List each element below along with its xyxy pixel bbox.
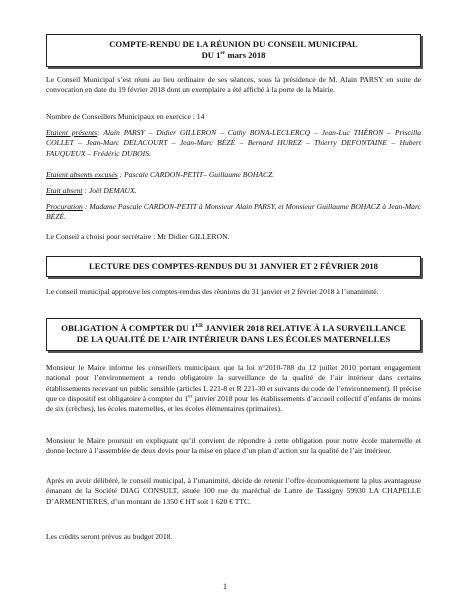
- section-title-line2: DE LA QUALITÉ DE L’AIR INTÉRIEUR DANS LES ÉCOLES MATERNELLES: [76, 334, 391, 344]
- intro-paragraph: Le Conseil Municipal s’est réuni au lieu ordinaire de ses séances, sous la présidence de M. Alain PARSY en suite de convocation en date du 19 février 2018 dont un exemplaire a été affiché à la porte de la Mairie.: [46, 75, 421, 95]
- meeting-date: DU 1er mars 2018: [201, 50, 266, 60]
- secretary-line: Le Conseil a choisi pour secrétaire : Mr Didier GILLERON.: [46, 232, 230, 241]
- present-list: Etaient présents: Alain PARSY – Didier GILLERON – Cathy BONA-LECLERCQ – Jean-Luc THÉRON – Priscilla COLLET – Jean-Marc DELACOURT – Jean-Marc BÉZÉ – Bernard HUREZ – Thierry DEFONTAINE – Hubert FAUQUEUX – Frédéric DUBOIS.: [46, 128, 421, 158]
- title-box: [46, 34, 421, 67]
- page-title: COMPTE-RENDU DE LA RÉUNION DU CONSEIL MUNICIPAL: [109, 39, 358, 49]
- section-paragraph: Après en avoir délibéré, le conseil municipal, à l’unanimité, décide de retenir l’offre économiquement la plus avantageuse émanant de la Société DIAG CONSULT, située 100 rue du maréchal de Lattre de Tassigny 59930 LA CHAPELLE D’ARMENTIERES, d’un montant de 1350 € HT soit 1 620 € TTC.: [46, 476, 421, 506]
- absent-list: Etait absent : Joël DEMAUX.: [46, 186, 137, 195]
- section-title-box: [46, 318, 421, 351]
- section-paragraph: Monsieur le Maire informe les conseillers municipaux que la loi n°2010-788 du 12 juillet 2010 portant engagement national pour l’environnement a rendu obligatoire la surveillance de la qualité de l’air intérieur dans certains établissements recevant un public sensible (articles L 221-8 et R 221-30 et suivants du code de l’environnement). Il précise que ce dispositif est obligatoire à compter du 1er janvier 2018 pour les établissements d’accueil collectif d’enfants de moins de six (crèches), les écoles maternelles, et les écoles élémentaires (primaires).: [46, 363, 422, 414]
- proxy-list: Procuration : Madame Pascale CARDON-PETIT à Monsieur Alain PARSY, et Monsieur Guillaume BOHACZ à Jean-Marc BÉZÉ.: [46, 202, 421, 222]
- section-paragraph: Monsieur le Maire poursuit en expliquant qu’il convient de répondre à cette obligation pour notre école maternelle et donne lecture à l’assemblée de deux devis pour la mise en place d’un plan d’action sur la qualité de l’air intérieur.: [46, 436, 421, 456]
- page-number: 1: [223, 582, 227, 591]
- section-title-box: [46, 256, 421, 277]
- absent-excused-list: Etaient absents excusés : Pascale CARDON-PETIT– Guillaume BOHACZ.: [46, 170, 275, 179]
- section-paragraph: Les crédits seront prévus au budget 2018.: [46, 532, 173, 541]
- section-body: Le conseil municipal approuve les comptes-rendus des réunions du 31 janvier et 2 février 2018 à l’unanimité.: [46, 287, 379, 296]
- section-title: OBLIGATION À COMPTER DU 1ER JANVIER 2018 RELATIVE À LA SURVEILLANCE: [61, 323, 406, 333]
- section-title: LECTURE DES COMPTES-RENDUS DU 31 JANVIER ET 2 FÉVRIER 2018: [89, 261, 378, 271]
- members-count: Nombre de Conseillers Municipaux en exercice : 14: [46, 112, 205, 121]
